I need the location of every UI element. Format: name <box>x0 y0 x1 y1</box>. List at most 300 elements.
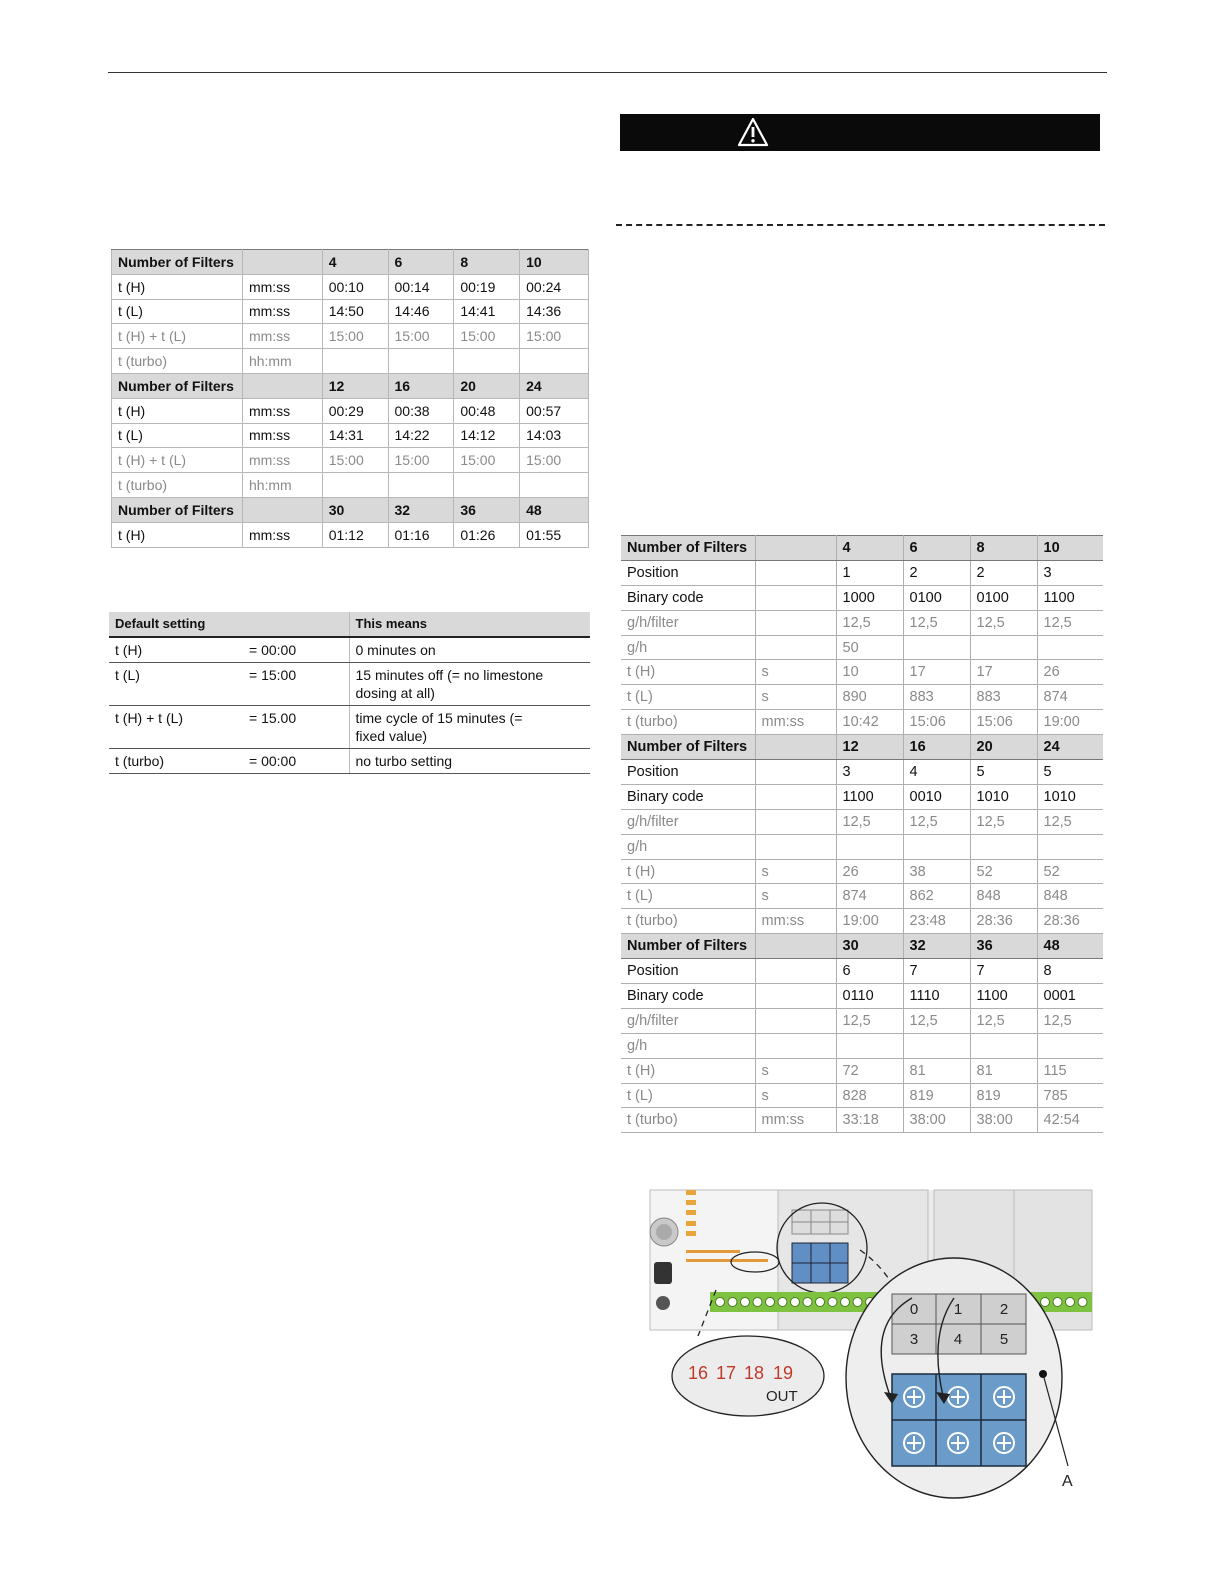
cell-value <box>970 635 1037 660</box>
dip-switch <box>904 1433 924 1453</box>
cell-value: 12,5 <box>836 1008 903 1033</box>
table-header-row <box>621 735 1103 760</box>
mini-switch-preview <box>792 1210 848 1283</box>
row-unit: s <box>755 884 836 909</box>
row-unit: mm:ss <box>242 398 322 423</box>
cell-value: 819 <box>903 1083 970 1108</box>
cell-value: 14:46 <box>388 299 454 324</box>
cell-value: 2 <box>970 560 1037 585</box>
warning-triangle-icon <box>736 116 770 148</box>
dip-switch <box>994 1387 1014 1407</box>
dip-switch <box>948 1433 968 1453</box>
cell-value: 874 <box>1037 685 1103 710</box>
cell-value <box>1037 1033 1103 1058</box>
cell-value <box>454 349 520 374</box>
warning-bar <box>620 114 1100 151</box>
filter-count: 12 <box>322 373 388 398</box>
output-number: 16 <box>688 1363 709 1383</box>
filter-count: 4 <box>322 250 388 275</box>
cell-value: 15:00 <box>322 324 388 349</box>
cell-value: 19:00 <box>836 909 903 934</box>
terminal-screw <box>853 1298 862 1307</box>
cell-value <box>388 473 454 498</box>
cell-value: 1110 <box>903 984 970 1009</box>
row-unit: s <box>755 685 836 710</box>
cell-value: 10:42 <box>836 710 903 735</box>
cell-value: 0110 <box>836 984 903 1009</box>
cell-value: 15:00 <box>388 448 454 473</box>
cell-value: 15:00 <box>388 324 454 349</box>
terminal-screw <box>728 1298 737 1307</box>
table-row <box>621 1008 1103 1033</box>
table-row <box>621 909 1103 934</box>
row-unit <box>755 610 836 635</box>
cell-value: 848 <box>970 884 1037 909</box>
cell-value: 52 <box>1037 859 1103 884</box>
cell-value: 23:48 <box>903 909 970 934</box>
switch-position: 5 <box>999 1331 1009 1348</box>
cell-value: 3 <box>836 760 903 785</box>
switch-position: 0 <box>909 1301 919 1318</box>
table-row <box>621 809 1103 834</box>
row-unit: s <box>755 859 836 884</box>
row-unit <box>755 635 836 660</box>
cell-value: 00:14 <box>388 274 454 299</box>
filter-count: 6 <box>903 536 970 561</box>
cell-value: 1 <box>836 560 903 585</box>
table-header-row <box>621 536 1103 561</box>
row-unit <box>755 760 836 785</box>
cell-value: 785 <box>1037 1083 1103 1108</box>
param-label: t (H) <box>109 637 243 663</box>
cell-value: 14:12 <box>454 423 520 448</box>
row-label: Position <box>621 560 755 585</box>
cell-value <box>322 473 388 498</box>
cell-value <box>903 1033 970 1058</box>
table-row <box>621 784 1103 809</box>
header-unit <box>755 536 836 561</box>
param-value: = 15:00 <box>243 663 349 706</box>
cell-value: 33:18 <box>836 1108 903 1133</box>
table-row <box>621 710 1103 735</box>
table-row <box>112 398 589 423</box>
table-row <box>621 834 1103 859</box>
table-row <box>621 1033 1103 1058</box>
param-value: = 00:00 <box>243 637 349 663</box>
terminal-screw <box>1041 1298 1050 1307</box>
table-row <box>621 685 1103 710</box>
filter-count: 16 <box>388 373 454 398</box>
filter-count: 12 <box>836 735 903 760</box>
row-unit: s <box>755 1058 836 1083</box>
cell-value: 12,5 <box>903 809 970 834</box>
row-unit: mm:ss <box>242 299 322 324</box>
filter-count: 48 <box>520 497 589 522</box>
param-meaning: time cycle of 15 minutes (= fixed value) <box>349 706 590 749</box>
cell-value: 52 <box>970 859 1037 884</box>
cell-value: 1000 <box>836 585 903 610</box>
filter-count: 20 <box>970 735 1037 760</box>
cell-value: 42:54 <box>1037 1108 1103 1133</box>
cell-value: 17 <box>970 660 1037 685</box>
cell-value: 115 <box>1037 1058 1103 1083</box>
table-row <box>621 884 1103 909</box>
cell-value: 14:03 <box>520 423 589 448</box>
row-unit: hh:mm <box>242 349 322 374</box>
cell-value: 26 <box>1037 660 1103 685</box>
cell-value: 01:12 <box>322 522 388 547</box>
cell-value: 38 <box>903 859 970 884</box>
header-label: Number of Filters <box>112 497 243 522</box>
filter-count: 36 <box>454 497 520 522</box>
row-unit <box>755 1033 836 1058</box>
row-unit: mm:ss <box>242 423 322 448</box>
cell-value: 00:10 <box>322 274 388 299</box>
row-unit: s <box>755 1083 836 1108</box>
cell-value: 81 <box>903 1058 970 1083</box>
cell-value: 12,5 <box>1037 809 1103 834</box>
cell-value: 28:36 <box>970 909 1037 934</box>
param-meaning: 0 minutes on <box>349 637 590 663</box>
row-label: t (L) <box>621 1083 755 1108</box>
header-label: Number of Filters <box>621 934 755 959</box>
terminal-screw <box>816 1298 825 1307</box>
cell-value: 12,5 <box>970 809 1037 834</box>
switch-position: 2 <box>999 1301 1009 1318</box>
cell-value: 883 <box>903 685 970 710</box>
terminal-screw <box>828 1298 837 1307</box>
row-label: t (turbo) <box>112 349 243 374</box>
header-this-means: This means <box>349 612 590 637</box>
output-number: 17 <box>716 1363 737 1383</box>
table-header-row <box>112 497 589 522</box>
cell-value: 1010 <box>1037 784 1103 809</box>
cell-value: 819 <box>970 1083 1037 1108</box>
row-label: g/h/filter <box>621 1008 755 1033</box>
filter-count: 20 <box>454 373 520 398</box>
cell-value: 00:57 <box>520 398 589 423</box>
cell-value: 883 <box>970 685 1037 710</box>
row-label: t (turbo) <box>621 909 755 934</box>
table-row <box>112 299 589 324</box>
cell-value: 00:24 <box>520 274 589 299</box>
row-label: g/h <box>621 1033 755 1058</box>
cell-value: 1100 <box>836 784 903 809</box>
table-row <box>112 522 589 547</box>
filter-count: 32 <box>903 934 970 959</box>
row-label: t (H) + t (L) <box>112 448 243 473</box>
param-label: t (L) <box>109 663 243 706</box>
row-label: g/h <box>621 635 755 660</box>
row-unit <box>755 809 836 834</box>
header-label: Number of Filters <box>621 735 755 760</box>
terminal-screw <box>1066 1298 1075 1307</box>
cell-value <box>454 473 520 498</box>
header-default-setting: Default setting <box>109 612 349 637</box>
cell-value <box>836 1033 903 1058</box>
switch-position: 1 <box>953 1301 963 1318</box>
cell-value: 6 <box>836 959 903 984</box>
terminal-screw <box>803 1298 812 1307</box>
row-label: t (H) + t (L) <box>112 324 243 349</box>
table-row <box>621 660 1103 685</box>
cell-value: 28:36 <box>1037 909 1103 934</box>
row-label: t (turbo) <box>621 710 755 735</box>
row-label: Binary code <box>621 984 755 1009</box>
default-table-header <box>109 612 590 637</box>
cell-value: 01:16 <box>388 522 454 547</box>
cell-value: 0010 <box>903 784 970 809</box>
row-unit <box>755 984 836 1009</box>
dip-switch <box>994 1433 1014 1453</box>
cell-value <box>836 834 903 859</box>
table-row <box>621 959 1103 984</box>
cell-value: 15:00 <box>454 448 520 473</box>
cell-value: 14:31 <box>322 423 388 448</box>
timing-table <box>111 249 589 548</box>
cell-value: 8 <box>1037 959 1103 984</box>
table-row <box>109 663 590 706</box>
row-label: t (H) <box>621 859 755 884</box>
cell-value: 14:36 <box>520 299 589 324</box>
screw <box>656 1296 670 1310</box>
cell-value: 12,5 <box>903 1008 970 1033</box>
filter-count: 8 <box>970 536 1037 561</box>
cell-value: 12,5 <box>836 809 903 834</box>
cell-value <box>970 1033 1037 1058</box>
row-unit: mm:ss <box>755 1108 836 1133</box>
table-row <box>621 585 1103 610</box>
row-unit: mm:ss <box>242 274 322 299</box>
header-label: Number of Filters <box>112 373 243 398</box>
cell-value: 828 <box>836 1083 903 1108</box>
cell-value: 3 <box>1037 560 1103 585</box>
filter-count: 32 <box>388 497 454 522</box>
filter-count: 48 <box>1037 934 1103 959</box>
filter-count: 6 <box>388 250 454 275</box>
cell-value: 1100 <box>970 984 1037 1009</box>
cell-value: 38:00 <box>903 1108 970 1133</box>
row-unit: mm:ss <box>755 909 836 934</box>
cell-value: 874 <box>836 884 903 909</box>
output-number: 19 <box>773 1363 794 1383</box>
row-label: t (L) <box>621 685 755 710</box>
cell-value: 38:00 <box>970 1108 1037 1133</box>
row-label: t (H) <box>112 522 243 547</box>
cell-value: 0100 <box>903 585 970 610</box>
header-unit <box>242 497 322 522</box>
filter-count: 24 <box>1037 735 1103 760</box>
terminal-screw <box>1078 1298 1087 1307</box>
cell-value: 15:06 <box>970 710 1037 735</box>
table-row <box>621 1058 1103 1083</box>
header-label: Number of Filters <box>112 250 243 275</box>
cell-value: 0100 <box>970 585 1037 610</box>
row-label: t (H) <box>621 660 755 685</box>
cell-value: 14:41 <box>454 299 520 324</box>
row-unit: hh:mm <box>242 473 322 498</box>
filter-count: 24 <box>520 373 589 398</box>
param-label: t (turbo) <box>109 749 243 774</box>
table-row <box>109 637 590 663</box>
filter-count: 30 <box>836 934 903 959</box>
label-a: A <box>1062 1473 1073 1490</box>
filter-count: 30 <box>322 497 388 522</box>
header-unit <box>242 373 322 398</box>
row-label: t (L) <box>621 884 755 909</box>
cell-value <box>388 349 454 374</box>
cell-value: 00:19 <box>454 274 520 299</box>
filter-count: 10 <box>520 250 589 275</box>
row-label: Binary code <box>621 784 755 809</box>
row-label: t (H) <box>112 398 243 423</box>
cell-value <box>903 635 970 660</box>
cell-value: 15:00 <box>322 448 388 473</box>
cell-value: 14:22 <box>388 423 454 448</box>
param-meaning: 15 minutes off (= no limestone dosing at all) <box>349 663 590 706</box>
row-unit <box>755 959 836 984</box>
row-unit: s <box>755 660 836 685</box>
cell-value <box>520 473 589 498</box>
table-row <box>621 560 1103 585</box>
row-label: Position <box>621 760 755 785</box>
filter-count: 36 <box>970 934 1037 959</box>
terminal-screw <box>1053 1298 1062 1307</box>
cell-value: 5 <box>970 760 1037 785</box>
terminal-screw <box>766 1298 775 1307</box>
row-label: g/h <box>621 834 755 859</box>
header-label: Number of Filters <box>621 536 755 561</box>
table-row <box>112 448 589 473</box>
table-row <box>112 423 589 448</box>
cell-value: 848 <box>1037 884 1103 909</box>
row-unit <box>755 585 836 610</box>
row-unit: mm:ss <box>242 522 322 547</box>
table-row <box>112 473 589 498</box>
cell-value: 1010 <box>970 784 1037 809</box>
header-unit <box>755 934 836 959</box>
terminal-screw <box>753 1298 762 1307</box>
table-row <box>112 274 589 299</box>
table-header-row <box>621 934 1103 959</box>
row-label: t (turbo) <box>621 1108 755 1133</box>
cell-value: 12,5 <box>970 1008 1037 1033</box>
row-label: t (L) <box>112 423 243 448</box>
row-label: g/h/filter <box>621 610 755 635</box>
switch-module-figure <box>648 1186 1094 1500</box>
output-label: OUT <box>766 1388 798 1405</box>
cell-value: 2 <box>903 560 970 585</box>
row-unit: mm:ss <box>755 710 836 735</box>
terminal-screw <box>791 1298 800 1307</box>
cell-value: 00:48 <box>454 398 520 423</box>
cell-value: 7 <box>970 959 1037 984</box>
terminal-screw <box>741 1298 750 1307</box>
cell-value <box>520 349 589 374</box>
default-setting-table <box>109 612 590 774</box>
cell-value: 12,5 <box>836 610 903 635</box>
row-unit: mm:ss <box>242 324 322 349</box>
cell-value: 7 <box>903 959 970 984</box>
param-value: = 00:00 <box>243 749 349 774</box>
cell-value: 15:00 <box>454 324 520 349</box>
cell-value <box>970 834 1037 859</box>
table-row <box>621 610 1103 635</box>
filter-count: 16 <box>903 735 970 760</box>
filter-count: 10 <box>1037 536 1103 561</box>
param-value: = 15.00 <box>243 706 349 749</box>
row-label: g/h/filter <box>621 809 755 834</box>
switch-number-grid <box>892 1294 1026 1354</box>
cell-value: 4 <box>903 760 970 785</box>
cell-value <box>322 349 388 374</box>
port-socket <box>654 1262 672 1284</box>
cell-value: 5 <box>1037 760 1103 785</box>
cell-value: 81 <box>970 1058 1037 1083</box>
terminal-screw <box>778 1298 787 1307</box>
table-header-row <box>112 250 589 275</box>
row-label: Binary code <box>621 585 755 610</box>
cell-value: 12,5 <box>1037 1008 1103 1033</box>
row-label: t (H) <box>112 274 243 299</box>
table-row <box>109 706 590 749</box>
table-row <box>621 760 1103 785</box>
dip-switch-block <box>892 1374 1026 1466</box>
cell-value: 14:50 <box>322 299 388 324</box>
table-row <box>112 324 589 349</box>
row-unit: mm:ss <box>242 448 322 473</box>
cell-value: 12,5 <box>903 610 970 635</box>
table-row <box>621 984 1103 1009</box>
row-label: t (turbo) <box>112 473 243 498</box>
header-unit <box>755 735 836 760</box>
dip-switch <box>904 1387 924 1407</box>
filter-count: 8 <box>454 250 520 275</box>
header-rule <box>108 72 1107 73</box>
cell-value: 0001 <box>1037 984 1103 1009</box>
table-row <box>621 635 1103 660</box>
param-meaning: no turbo setting <box>349 749 590 774</box>
dip-switch <box>948 1387 968 1407</box>
cell-value: 12,5 <box>970 610 1037 635</box>
cell-value: 1100 <box>1037 585 1103 610</box>
table-row <box>109 749 590 774</box>
row-unit <box>755 560 836 585</box>
cell-value: 26 <box>836 859 903 884</box>
terminal-screw <box>841 1298 850 1307</box>
output-number: 18 <box>744 1363 765 1383</box>
dosing-table <box>621 535 1103 1133</box>
dashed-divider <box>616 224 1105 226</box>
cell-value: 19:00 <box>1037 710 1103 735</box>
cell-value: 50 <box>836 635 903 660</box>
cell-value: 72 <box>836 1058 903 1083</box>
table-header-row <box>112 373 589 398</box>
row-label: t (L) <box>112 299 243 324</box>
cell-value: 15:00 <box>520 448 589 473</box>
row-unit <box>755 834 836 859</box>
cell-value: 862 <box>903 884 970 909</box>
cell-value: 15:06 <box>903 710 970 735</box>
table-row <box>621 859 1103 884</box>
cell-value: 15:00 <box>520 324 589 349</box>
switch-position: 4 <box>953 1331 963 1348</box>
cell-value: 12,5 <box>1037 610 1103 635</box>
row-unit <box>755 784 836 809</box>
switch-position: 3 <box>909 1331 919 1348</box>
row-label: t (H) <box>621 1058 755 1083</box>
row-label: Position <box>621 959 755 984</box>
